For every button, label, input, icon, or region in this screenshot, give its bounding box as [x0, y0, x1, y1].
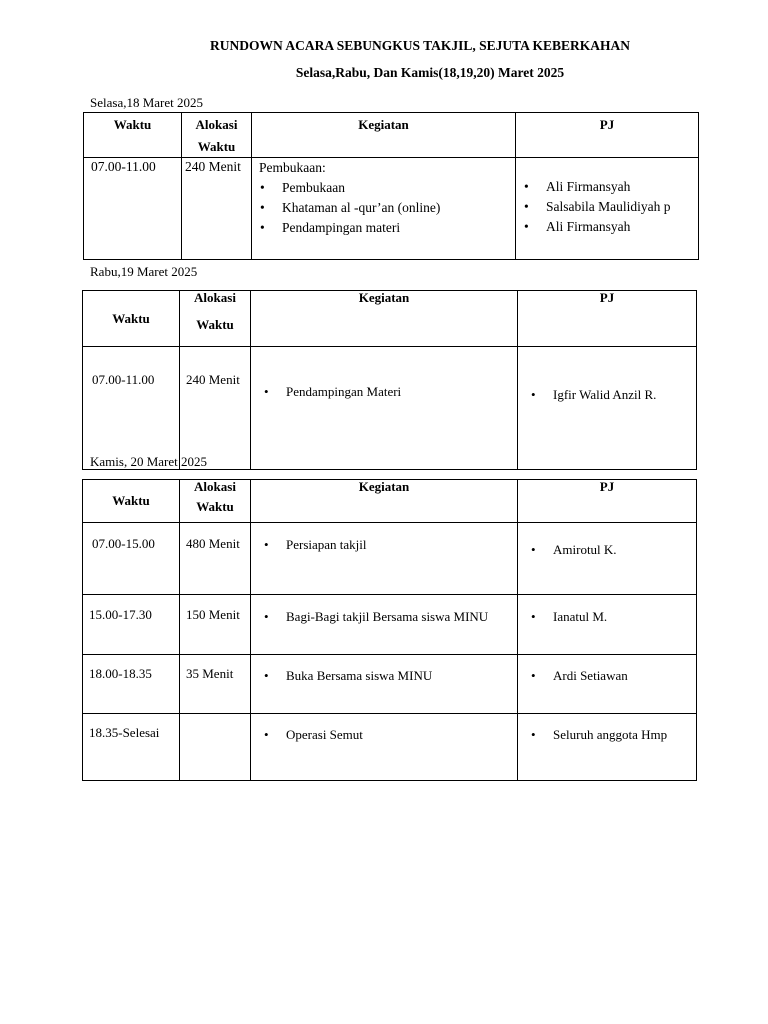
cell-pj	[518, 523, 697, 595]
schedule-table-kamis	[82, 479, 697, 781]
header-alokasi-waktu: Alokasi Waktu	[180, 480, 251, 523]
cell-pj	[516, 158, 699, 260]
list-item: • Ianatul M.	[530, 607, 696, 627]
cell-kegiatan	[251, 714, 518, 781]
cell-alokasi: 150 Menit	[180, 595, 251, 655]
schedule-table-selasa	[83, 112, 699, 260]
cell-kegiatan	[252, 158, 516, 260]
list-item: • Persiapan takjil	[263, 535, 517, 555]
table-row	[83, 595, 697, 655]
list-item: • Amirotul K.	[530, 540, 696, 560]
cell-waktu: 07.00-15.00	[83, 523, 180, 595]
header-alokasi-waktu: Alokasi Waktu	[182, 113, 252, 158]
list-item: • Ali Firmansyah	[523, 177, 698, 197]
list-item: • Operasi Semut	[263, 725, 517, 745]
header-waktu: Waktu	[83, 480, 180, 523]
list-item: • Seluruh anggota Hmp	[530, 725, 696, 745]
list-item: • Bagi-Bagi takjil Bersama siswa MINU	[263, 607, 517, 627]
table-row	[84, 158, 699, 260]
cell-kegiatan	[251, 655, 518, 714]
cell-alokasi: 480 Menit	[180, 523, 251, 595]
cell-waktu: 15.00-17.30	[83, 595, 180, 655]
document-title: RUNDOWN ACARA SEBUNGKUS TAKJIL, SEJUTA KEBERKAHAN	[209, 38, 631, 53]
cell-kegiatan	[251, 347, 518, 470]
table-header-row	[84, 113, 699, 158]
list-item: • Pendampingan materi	[259, 218, 515, 238]
header-pj: PJ	[516, 113, 699, 158]
cell-pj	[518, 714, 697, 781]
list-item: • Ali Firmansyah	[523, 217, 698, 237]
cell-waktu: 18.00-18.35	[83, 655, 180, 714]
cell-pj	[518, 595, 697, 655]
header-waktu: Waktu	[83, 291, 180, 347]
list-item: • Pembukaan	[259, 178, 515, 198]
header-kegiatan: Kegiatan	[252, 113, 516, 158]
day-label-selasa: Selasa,18 Maret 2025	[90, 95, 204, 110]
cell-pj	[518, 655, 697, 714]
list-item: • Salsabila Maulidiyah p	[523, 197, 698, 217]
cell-kegiatan	[251, 595, 518, 655]
cell-alokasi: 240 Menit	[180, 347, 251, 470]
list-item: • Khataman al -qur’an (online)	[259, 198, 515, 218]
cell-pj	[518, 347, 697, 470]
header-waktu: Waktu	[84, 113, 182, 158]
cell-kegiatan	[251, 523, 518, 595]
day-label-rabu: Rabu,19 Maret 2025	[90, 264, 198, 279]
kegiatan-intro: Pembukaan:	[259, 160, 326, 175]
header-kegiatan: Kegiatan	[251, 480, 518, 523]
list-item: • Igfir Walid Anzil R.	[530, 385, 696, 405]
header-kegiatan: Kegiatan	[251, 291, 518, 347]
list-item: • Buka Bersama siswa MINU	[263, 666, 517, 686]
cell-alokasi: 240 Menit	[182, 158, 252, 260]
schedule-table-rabu	[82, 290, 697, 470]
cell-waktu: 18.35-Selesai	[83, 714, 180, 781]
header-pj: PJ	[518, 291, 697, 347]
cell-alokasi: 35 Menit	[180, 655, 251, 714]
table-row	[83, 347, 697, 470]
list-item: • Pendampingan Materi	[263, 382, 517, 402]
table-row	[83, 714, 697, 781]
day-label-kamis: Kamis, 20 Maret 2025	[90, 454, 207, 469]
table-header-row	[83, 480, 697, 523]
header-alokasi-waktu: Alokasi Waktu	[180, 291, 251, 347]
cell-alokasi	[180, 714, 251, 781]
header-pj: PJ	[518, 480, 697, 523]
table-row	[83, 523, 697, 595]
document-subtitle: Selasa,Rabu, Dan Kamis(18,19,20) Maret 2025	[295, 65, 565, 80]
cell-waktu: 07.00-11.00	[84, 158, 182, 260]
table-row	[83, 655, 697, 714]
list-item: • Ardi Setiawan	[530, 666, 696, 686]
cell-waktu: 07.00-11.00	[83, 347, 180, 470]
table-header-row	[83, 291, 697, 347]
